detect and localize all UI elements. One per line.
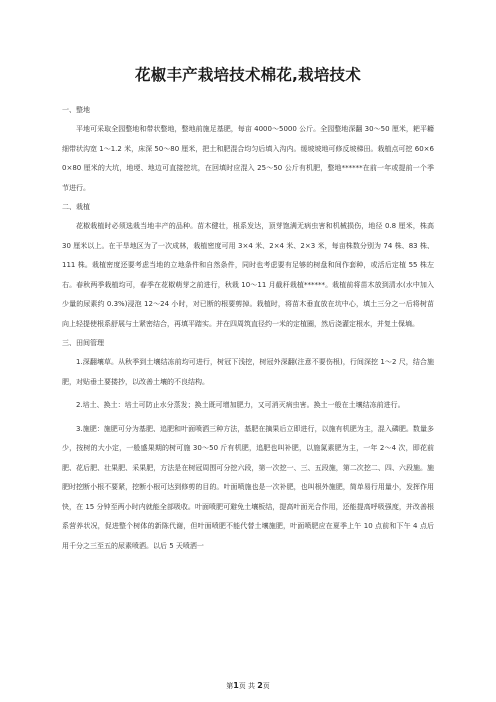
section-1-paragraph-1: 平地可采取全园整地和带状整地，整地前施足基肥，每亩 4000～5000 公斤。全园整地深翻 30～50 厘米，耙平耱细带状沟宽 1～1.2 米，床深 50～80 厘米，把土和肥混合均匀后填入沟内。缓坡坡地可修反坡梯田。栽植点可挖 60×60×80 厘米的大坑，地埂、地边可直接挖坑，在回填时应混入 25～50 公斤有机肥，整地******在前一年或提前一个季节进行。 [62, 125, 434, 192]
section-heading-2: 二、栽植 [62, 203, 90, 211]
section-2-paragraph-1: 花椒栽植时必须选栽当地丰产的品种。苗木健壮，根系发达，顶芽饱满无病虫害和机械损伤，地径 0.8 厘米，株高 30 厘米以上。在干旱地区为了一次成林，栽植密度可用 3×4 米、2×4 米、2×3 米，每亩株数分别为 74 株、83 株、111 株。栽植密度还要考虑当地的立地条件和自然条件，同时也考虑要有足够的树盘和间作套种，或活后定植 55 株左右。春秋两季栽植均可，春季在花椒萌芽之前进行，秋栽 10～11 月截秆栽植******。栽植前将苗木放到清水(水中加入少量的尿素约 0.3%)浸泡 12～24 小时，对已断的根要剪掉。栽植时，将苗木垂直放在坑中心，填土三分之一后将树苗向上轻提使根系舒展与土紧密结合，再填平踏实。并在四周筑直径约一米的定植圈，然后浇灌定根水，并复土保墒。 [62, 222, 434, 328]
footer-prefix: 第 [226, 682, 234, 690]
footer-page-number: 1 [233, 681, 239, 690]
document-title: 花椒丰产栽培技术棉花,栽培技术 [135, 66, 361, 84]
section-3-paragraph-1: 1.深翻壤草。从秋季到土壤结冻前均可进行，树冠下浅挖，树冠外深翻(注意不要伤根)，行间深挖 1～2 尺，结合施肥，对贴垂土要搂抄，以改善土壤的不良结构。 [62, 358, 434, 386]
footer-suffix: 页 [262, 682, 270, 690]
section-3-paragraph-2: 2.培土、换土：培土可防止水分蒸发；换土既可增加肥力，又可消灭病虫害。换土一般在土壤结冻前进行。 [76, 401, 405, 409]
footer-middle: 页 共 [238, 682, 258, 690]
footer-total-pages: 2 [257, 681, 263, 690]
section-3-paragraph-3: 3.施肥：施肥可分为基肥、追肥和叶面喷洒三种方法，基肥在摘果后立即进行，以施有机肥为主，混入磷肥。数量多少，按树的大小定，一般盛果期的树可施 30～50 斤有机肥，追肥也叫补肥，以施氮素肥为主，一年 2～4 次，即花前肥、花后肥、壮果肥、采果肥，方法是在树冠周围可分挖六段，第一次挖一、三、五段施，第二次挖二、四、六段施。施肥时挖断小根不要紧，挖断小根可达到修剪的目的。叶面喷施也是一次补肥，也叫根外施肥，简单易行用量小，发挥作用快，在 15 分钟至两小时内就能全部吸收。叶面喷肥可避免土壤板结，提高叶面光合作用，还能提高呼吸强度，并改善根系营养状况，促进整个树体的新陈代谢，但叶面喷肥不能代替土壤施肥，叶面喷肥应在夏季上午 10 点前和下午 4 点后用千分之三至五的尿素喷洒。以后 5 天喷洒一 [62, 424, 434, 550]
page-footer [0, 681, 496, 691]
document-body [62, 105, 434, 560]
section-heading-3: 三、田间管理 [62, 339, 104, 347]
section-heading-1: 一、整地 [62, 106, 90, 114]
